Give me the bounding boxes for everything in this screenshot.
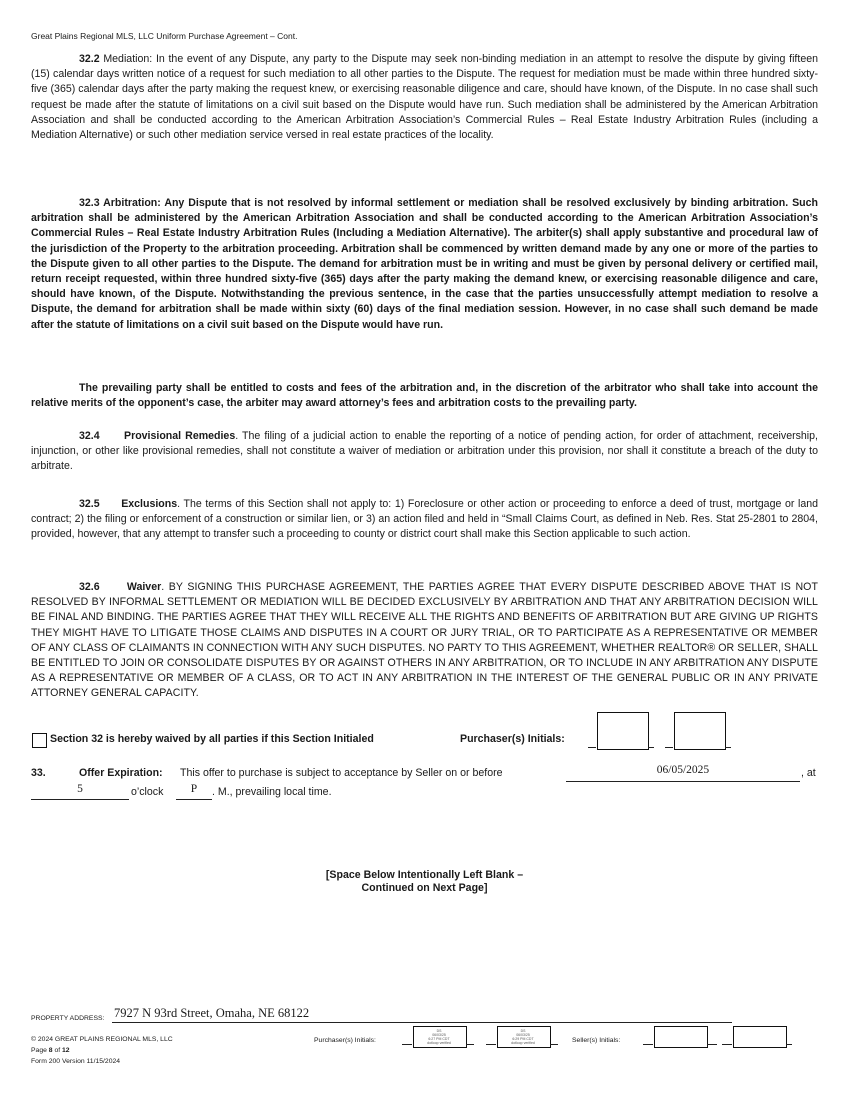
page-total: 12 <box>62 1047 70 1054</box>
section-text: 32.3 Arbitration: Any Dispute that is not resolved by informal settlement or mediation shall be resolved exclusively by binding arbitration. Such arbitration shall be administered by the American Arbitration Association and shall be conducted according to the American Arbitration Association’s Commercial Rules – Real Estate Industry Arbitration Rules (Including a Mediation Alternative). The arbiter(s) shall apply substantive and procedural law of the jurisdiction of the Property to the arbitration proceeding. Arbitration shall be commenced by written demand made by any one or more of the parties to the Dispute given to all other parties to the Dispute. The demand for arbitration must be in writing and must be given by personal delivery or certified mail, return receipt requested, within three hundred sixty-five (365) days after the party making the demand knew, or exercising reasonable diligence and care, should have known, of the Dispute. Notwithstanding the previous sentence, in the case that the parties unsuccessfully attempt mediation to resolve a Dispute, the demand for arbitration shall be made within sixty (60) days of the final mediation session. However, in no case shall such demand be made after the statute of limitations on a civil suit based on the Dispute would have run. <box>31 197 818 331</box>
initials-underline <box>643 1044 653 1045</box>
blank-note-line-1: [Space Below Intentionally Left Blank – <box>325 869 524 881</box>
section-text: The prevailing party shall be entitled to costs and fees of the arbitration and, in the discretion of the arbitrator who shall take into account the relative merits of the opponent’s case, the arbiter may award attorney’s fees and arbitration costs to the prevailing party. <box>31 382 818 410</box>
stamp-initials: DS <box>520 1029 526 1033</box>
section-number: 32.5 <box>79 498 100 510</box>
page-number: 8 <box>48 1047 53 1054</box>
initials-underline <box>725 747 731 748</box>
initials-underline <box>486 1044 496 1045</box>
section-32-5 <box>31 497 818 543</box>
dotloop-stamp-2 <box>497 1029 549 1045</box>
running-title: Great Plains Regional MLS, LLC Uniform Purchase Agreement – Cont. <box>31 31 298 41</box>
initials-underline <box>402 1044 412 1045</box>
initials-underline <box>665 747 673 748</box>
section-33-number: 33. <box>31 767 46 779</box>
initials-underline <box>588 747 596 748</box>
waiver-checkbox[interactable] <box>32 733 47 748</box>
section-lead: Provisional Remedies <box>124 430 236 442</box>
waiver-label: Section 32 is hereby waived by all parties if this Section Initialed <box>50 733 374 745</box>
form-version: Form 200 Version 11/15/2024 <box>31 1058 121 1065</box>
footer-purchaser-label: Purchaser(s) Initials: <box>314 1037 376 1044</box>
oclock-label: o’clock <box>131 786 164 798</box>
section-text: . The terms of this Section shall not apply to: 1) Foreclosure or other action or proceeding to enforce a deed of trust, mortgage or land contract; 2) the filing or enforcement of a construction or similar lien, or 3) an action filed and held in “Small Claims Court, as defined in Neb. Res. Stat 25-2801 to 2804, provided, however, that any attempt to transfer such a proceeding to county or district court shall make this Section applicable to such action. <box>31 498 818 541</box>
section-lead: Mediation: <box>103 53 153 65</box>
waiver-initials-label: Purchaser(s) Initials: <box>460 733 565 745</box>
section-33-lead: Offer Expiration: <box>79 767 163 779</box>
stamp-verified: dotloop verified <box>427 1041 451 1045</box>
purchaser-initials-box-2[interactable] <box>674 712 726 750</box>
copyright: © 2024 GREAT PLAINS REGIONAL MLS, LLC <box>31 1036 173 1043</box>
blank-note-line-2: Continued on Next Page] <box>361 882 488 894</box>
section-number: 32.4 <box>79 430 100 442</box>
stamp-time: 6:27 PM CDT <box>428 1037 450 1041</box>
initials-underline <box>786 1044 792 1045</box>
section-number: 32.6 <box>79 581 100 593</box>
section-32-3 <box>31 196 818 333</box>
stamp-time: 6:29 PM CDT <box>512 1037 534 1041</box>
section-32-2 <box>31 52 818 143</box>
stamp-date: 06/03/25 <box>516 1033 530 1037</box>
stamp-date: 06/03/25 <box>432 1033 446 1037</box>
section-33-text: This offer to purchase is subject to acceptance by Seller on or before <box>180 767 503 779</box>
section-32-4 <box>31 429 818 475</box>
expiration-date-field[interactable]: 06/05/2025 <box>656 764 710 776</box>
section-text: . BY SIGNING THIS PURCHASE AGREEMENT, THE PARTIES AGREE THAT EVERY DISPUTE DESCRIBED ABOVE THAT IS NOT RESOLVED BY INFORMAL SETTLEMENT OR MEDIATION WILL BE DECIDED EXCLUSIVELY BY ARBITRATION AND THAT ANY ARBITRATION DECISION WILL BE FINAL AND BINDING. THE PARTIES AGREE THAT THEY WILL RECEIVE ALL THE RIGHTS AND BENEFITS OF ARBITRATION BUT ARE GIVING UP RIGHTS THEY MIGHT HAVE TO LITIGATE THOSE CLAIMS AND DISPUTES IN A COURT OR JURY TRIAL, OR TO PARTICIPATE AS A REPRESENTATIVE OR MEMBER OF ANY CLASS OF CLAIMANTS IN CONNECTION WITH ANY SUCH DISPUTES. NO PARTY TO THIS AGREEMENT, WHETHER REALTOR® OR SELLER, SHALL BE ENTITLED TO JOIN OR CONSOLIDATE DISPUTES BY OR AGAINST OTHERS IN ANY ARBITRATION, OR TO INCLUDE IN ANY ARBITRATION ANY DISPUTE AS A REPRESENTATIVE OR MEMBER OF A CLASS, OR TO ACT IN ANY ARBITRATION IN THE INTEREST OF THE GENERAL PUBLIC OR IN ANY PRIVATE ATTORNEY GENERAL CAPACITY. <box>31 581 818 700</box>
expiration-ampm-field[interactable]: P <box>190 783 198 795</box>
section-32-6 <box>31 580 818 702</box>
initials-underline <box>722 1044 732 1045</box>
section-text: In the event of any Dispute, any party to the Dispute may seek non-binding mediation in an attempt to resolve the dispute by giving fifteen (15) calendar days written notice of a request for such mediation to all other parties to the Dispute. The request for mediation must be made within three hundred sixty-five (365) calendar days after the party making the request knew, or exercising reasonable diligence and care, should have known, of the Dispute. In no case shall such request be made after the statute of limitations on a civil suit based on the Dispute would have run. Such mediation shall be administered by the American Arbitration Association and shall be conducted according to the American Arbitration Association’s Commercial Rules – Real Estate Industry Arbitration Rules (including a Mediation Alternative) or such other mediation service versed in real estate practices of the locality. <box>31 53 818 142</box>
initials-underline <box>466 1044 474 1045</box>
page-prefix: Page <box>31 1047 47 1054</box>
blank-note <box>0 869 849 894</box>
page-of: of <box>54 1047 61 1054</box>
ampm-underline <box>176 799 212 800</box>
prevailing-party-clause <box>31 381 818 411</box>
date-underline <box>566 781 800 782</box>
section-33-tail: . M., prevailing local time. <box>212 786 332 798</box>
section-lead: Exclusions <box>121 498 178 510</box>
initials-underline <box>550 1044 558 1045</box>
section-number: 32.2 <box>79 53 100 65</box>
section-text: . The filing of a judicial action to enable the reporting of a notice of pending action, for order of attachment, receivership, injunction, or other like provisional remedies, shall not constitute a waiver of mediation or arbitration under this provision, nor shall it constitute a breach of the duty to arbitrate. <box>31 430 818 473</box>
section-33-at: , at <box>801 767 816 779</box>
page-indicator <box>31 1047 70 1054</box>
section-lead: Waiver <box>126 581 162 593</box>
initials-underline <box>707 1044 717 1045</box>
stamp-initials: DS <box>436 1029 442 1033</box>
property-address-underline <box>112 1022 732 1023</box>
property-address-label: PROPERTY ADDRESS: <box>31 1015 105 1022</box>
hour-underline <box>31 799 129 800</box>
footer-seller-label: Seller(s) Initials: <box>572 1037 621 1044</box>
property-address-value[interactable]: 7927 N 93rd Street, Omaha, NE 68122 <box>114 1006 310 1020</box>
dotloop-stamp-1 <box>413 1029 465 1045</box>
expiration-hour-field[interactable]: 5 <box>77 783 83 795</box>
footer-seller-initials-box-2[interactable] <box>733 1026 787 1048</box>
stamp-verified: dotloop verified <box>511 1041 535 1045</box>
initials-underline <box>648 747 654 748</box>
purchaser-initials-box-1[interactable] <box>597 712 649 750</box>
footer-seller-initials-box-1[interactable] <box>654 1026 708 1048</box>
